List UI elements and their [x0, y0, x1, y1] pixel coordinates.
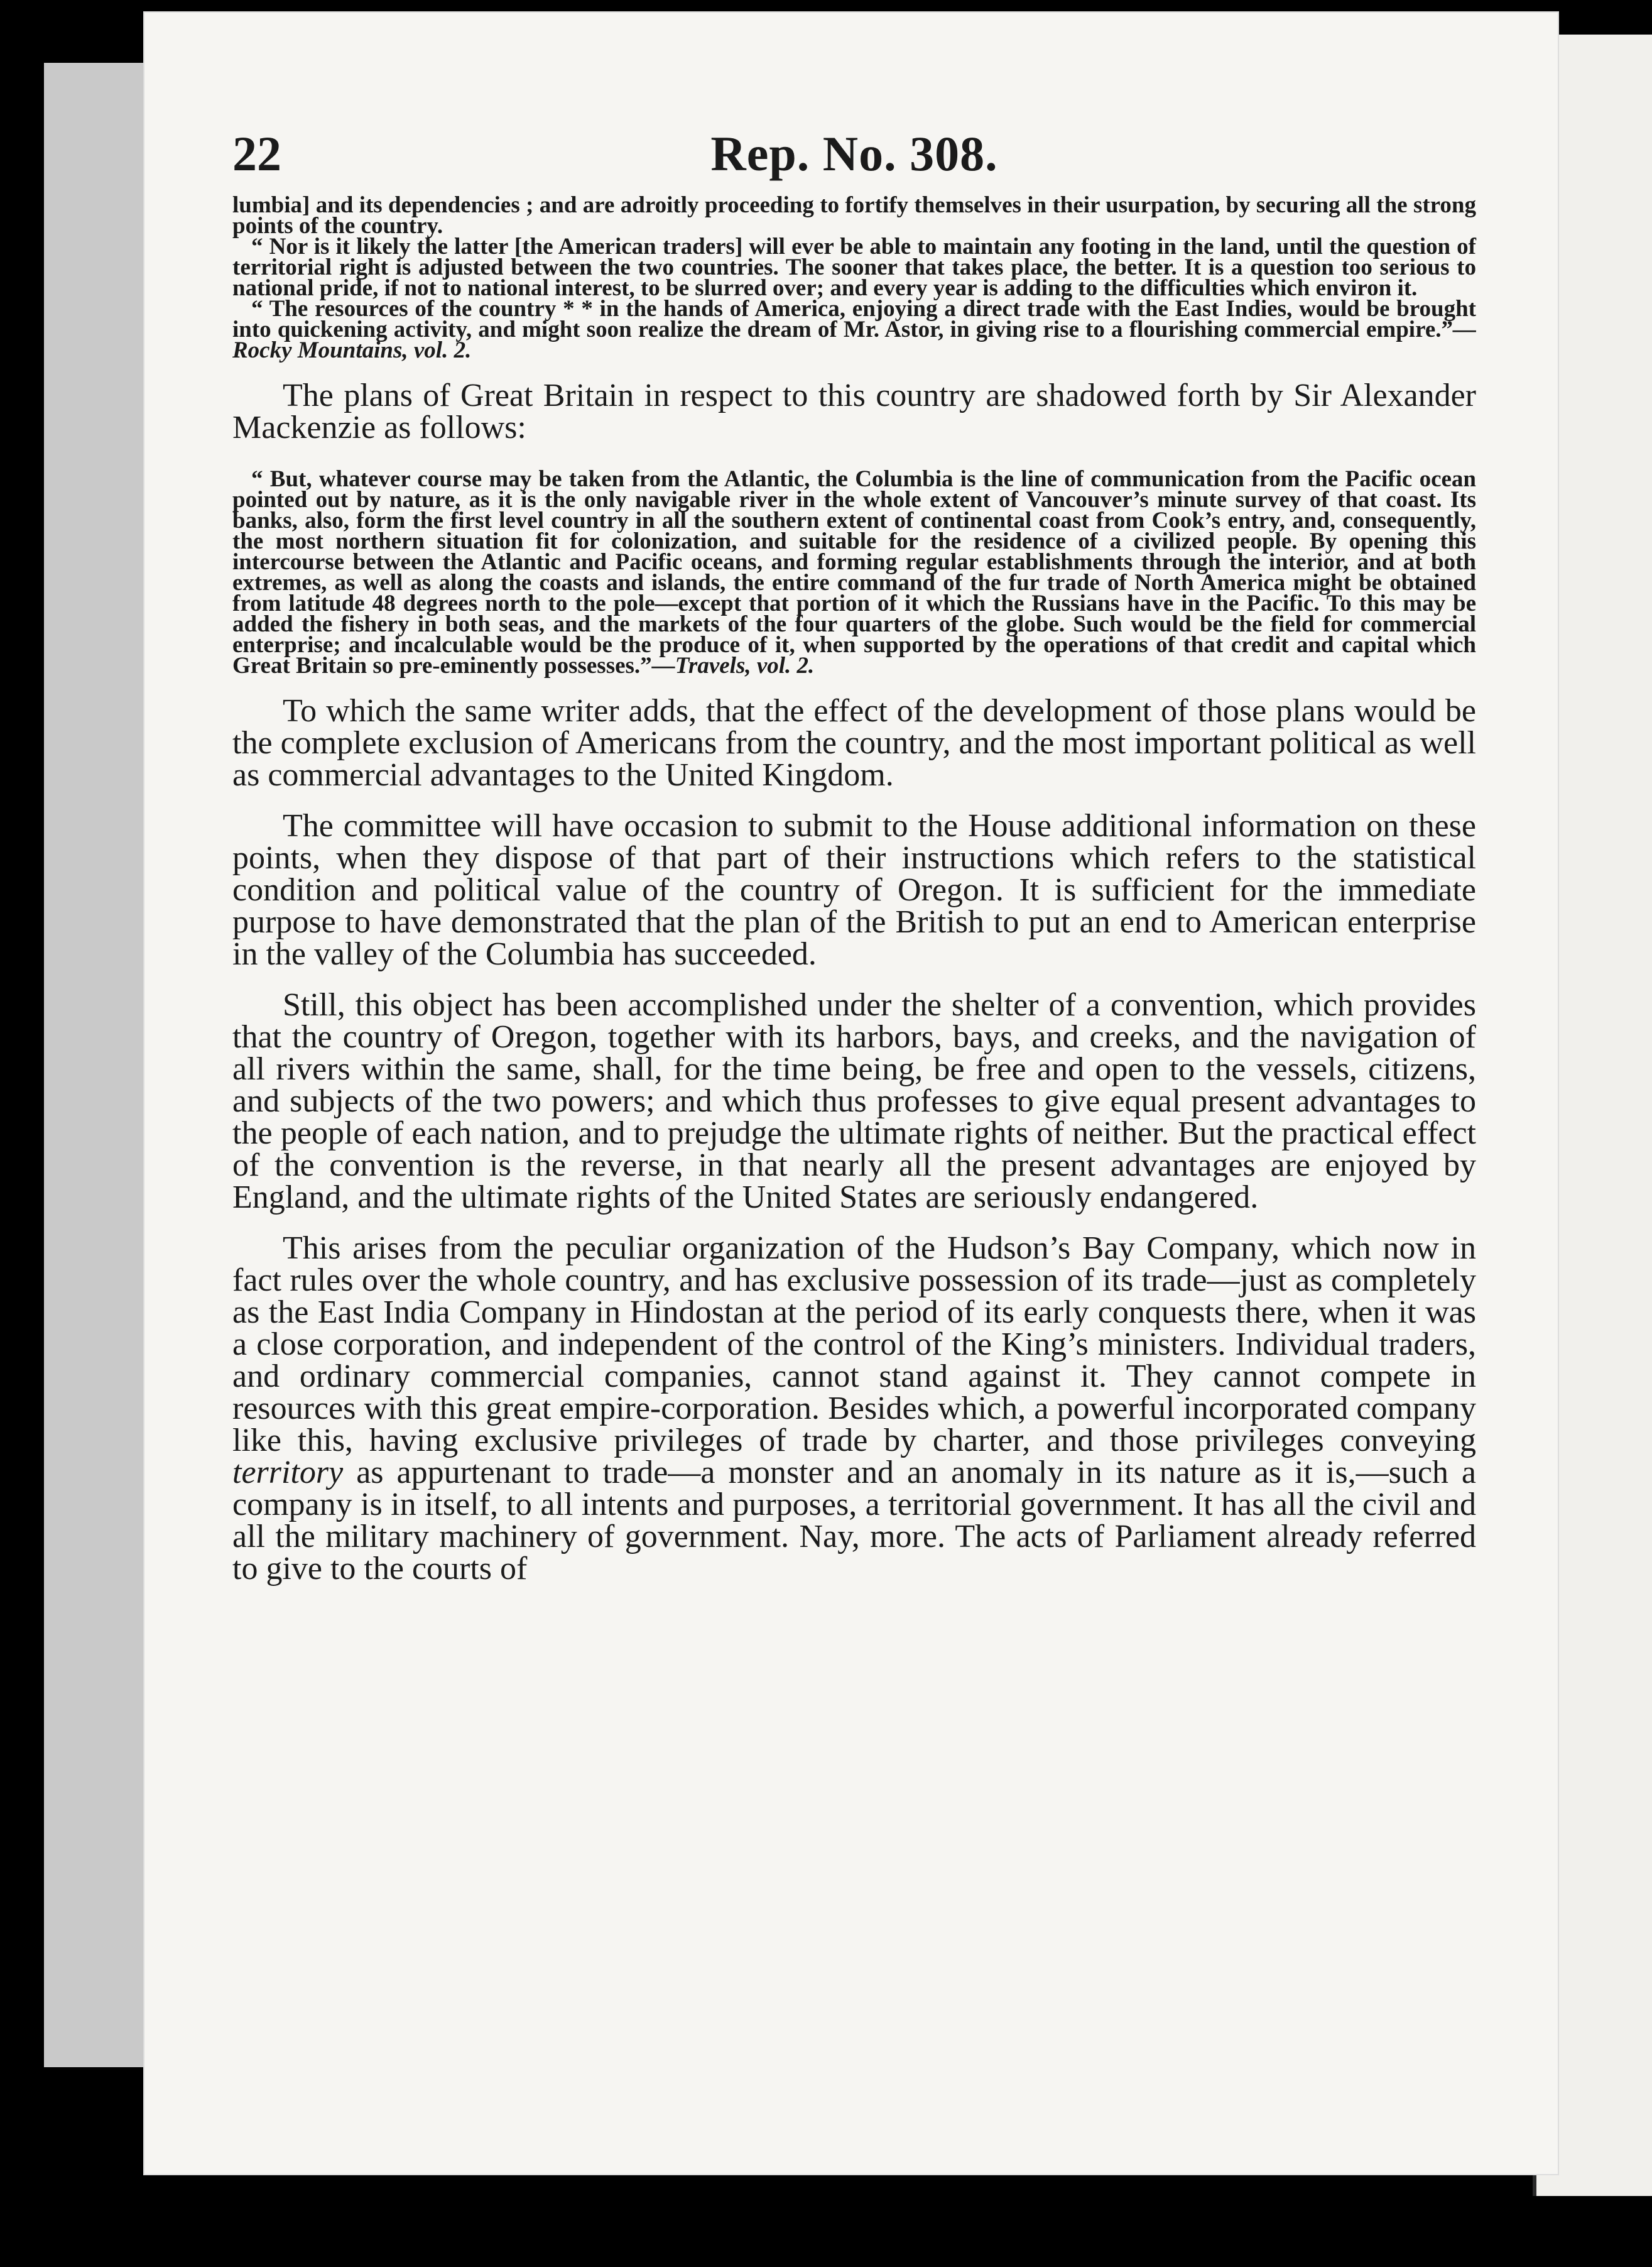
quote-paragraph: lumbia] and its dependencies ; and are adroitly proceeding to fortify themselves in their usurpation, by securing all the strong points of the country.: [232, 192, 1476, 239]
paragraph-still: Still, this object has been accomplished under the shelter of a convention, which provides that the country of Oregon, together with its harbors, bays, and creeks, and the navigation of all rivers within the same, shall, for the time being, be free and open to the vessels, citizens, and subjects of the two powers; and which thus professes to give equal present advantages to the people of each nation, and to prejudge the ultimate rights of neither. But the practical effect of the convention is the reverse, in that nearly all the present advantages are enjoyed by England, and the ultimate rights of the United States are seriously endangered.: [232, 987, 1476, 1215]
quote-paragraph: [232, 466, 1476, 679]
paragraph-text: This arises from the peculiar organization of the Hudson’s Bay Company, which now in fact rules over the whole country, and has exclusive possession of its trade—just as completely as the East India Company in Hindostan at the period of its early conquests there, when it was a close corporation, and independent of the control of the King’s ministers. Individual traders, and ordinary commercial companies, cannot stand against it. They cannot compete in resources with this great empire-corporation. Besides which, a powerful incorporated company like this, having exclusive privileges of trade by charter, and those privileges conveying: [232, 1230, 1476, 1458]
page-number: 22: [232, 126, 281, 181]
emphasis-territory: territory: [232, 1455, 344, 1490]
paragraph-text: as appurtenant to trade—a monster and an anomaly in its nature as it is,—such a company is in itself, to all intents and purposes, a territorial government. It has all the civil and all the military machinery of government. Nay, more. The acts of Parliament already referred to give to the courts of: [232, 1455, 1476, 1587]
paragraph-plans: The plans of Great Britain in respect to this country are shadowed forth by Sir Alexander Mackenzie as follows:: [232, 378, 1476, 445]
document-page: [144, 13, 1558, 2174]
paragraph-arises: [232, 1232, 1476, 1585]
paragraph-committee: The committee will have occasion to submit to the House additional information on these points, when they dispose of that part of their instructions which refers to the statistical condition and political value of the country of Oregon. It is sufficient for the immediate purpose to have demonstrated that the plan of the British to put an end to American enterprise in the valley of the Columbia has succeeded.: [232, 808, 1476, 972]
paragraph-writer-adds: To which the same writer adds, that the effect of the development of those plans would be the complete exclusion of Americans from the country, and the most important political as well as commercial advantages to the United Kingdom.: [232, 693, 1476, 793]
quote-citation: —Rocky Mountains, vol. 2.: [232, 317, 1476, 363]
running-head: [232, 126, 1476, 195]
quote-rocky-mountains: [232, 192, 1476, 363]
quote-mackenzie: [232, 466, 1476, 679]
quote-text: “ The resources of the country * * in the hands of America, enjoying a direct trade with the East Indies, would be brought into quickening activity, and might soon realize the dream of Mr. Astor, in giving rise to a flourishing commercial empire.”: [232, 296, 1476, 342]
report-number: Rep. No. 308.: [710, 126, 998, 181]
page-content: [232, 126, 1476, 1585]
quote-paragraph: [232, 298, 1476, 361]
quote-text: “ But, whatever course may be taken from the Atlantic, the Columbia is the line of communication from the Pacific ocean pointed out by nature, as it is the only navigable river in the whole extent of Vancouver’s minute survey of that coast. Its banks, also, form the first level country in all the southern extent of continental coast from Cook’s entry, and, consequently, the most northern situation fit for colonization, and suitable for the residence of a civilized people. By opening this intercourse between the Atlantic and Pacific oceans, and forming regular establishments through the interior, and at both extremes, as well as along the coasts and islands, the entire command of the fur trade of North America might be obtained from latitude 48 degrees north to the pole—except that portion of it which the Russians have in the Pacific. To this may be added the fishery in both seas, and the markets of the four quarters of the globe. Such would be the field for commercial enterprise; and incalculable would be the produce of it, when supported by the operations of that credit and capital which Great Britain so pre-eminently possesses.”: [232, 466, 1476, 679]
quote-paragraph: “ Nor is it likely the latter [the American traders] will ever be able to maintain any footing in the land, until the question of territorial right is adjusted between the two countries. The sooner that takes place, the better. It is a question too serious to national pride, if not to national interest, to be slurred over; and every year is adding to the difficulties which environ it.: [232, 234, 1476, 301]
quote-citation: —Travels, vol. 2.: [651, 653, 815, 679]
